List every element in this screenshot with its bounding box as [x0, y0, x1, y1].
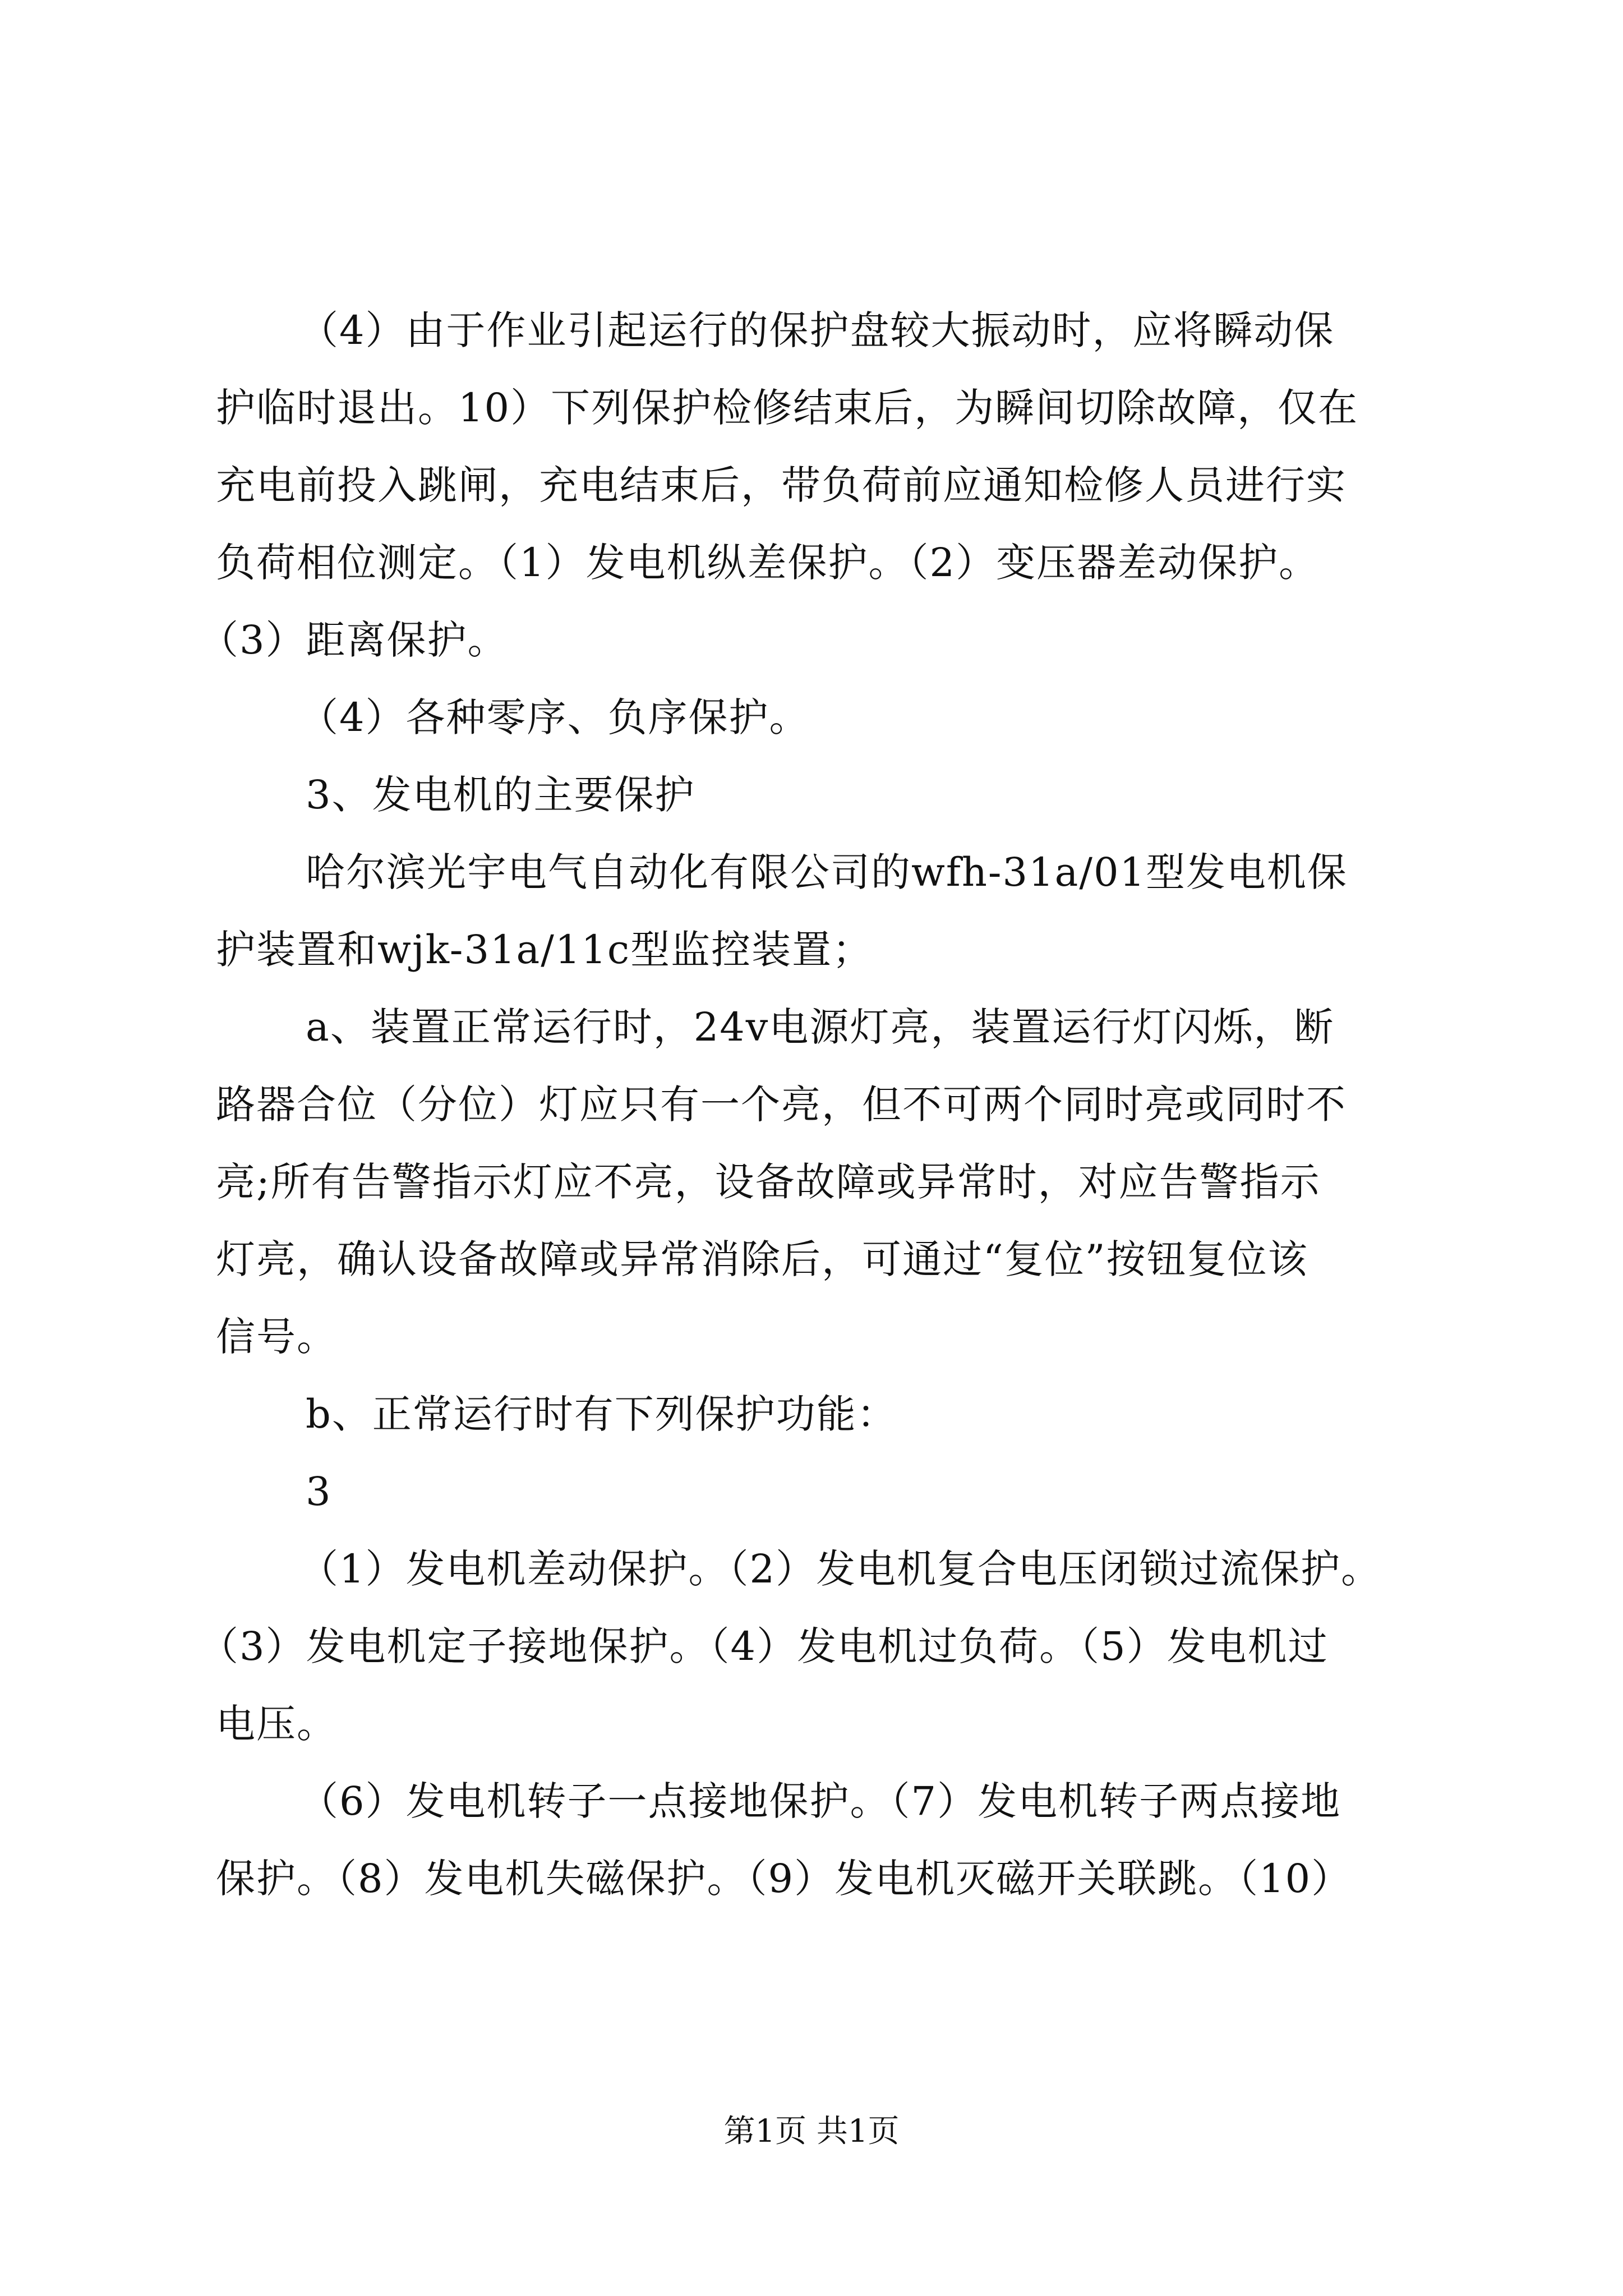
text-line: 哈尔滨光宇电气自动化有限公司的wfh-31a/01型发电机保 [306, 849, 1348, 895]
text-line: （3）发电机定子接地保护。（4）发电机过负荷。（5）发电机过 [199, 1623, 1329, 1669]
text-line: 信号。 [216, 1314, 337, 1360]
text-line: 护临时退出。10）下列保护检修结束后，为瞬间切除故障，仅在 [216, 385, 1359, 431]
text-line: 负荷相位测定。（1）发电机纵差保护。（2）变压器差动保护。 [216, 540, 1320, 586]
text-line: a、装置正常运行时，24v电源灯亮，装置运行灯闪烁，断 [306, 1004, 1335, 1050]
text-line: 亮;所有告警指示灯应不亮，设备故障或异常时，对应告警指示 [216, 1159, 1321, 1205]
page-footer: 第1页 共1页 [723, 2113, 900, 2150]
text-line: （4）各种零序、负序保护。 [299, 694, 810, 740]
text-line: 保护。（8）发电机失磁保护。（9）发电机灭磁开关联跳。（10） [216, 1856, 1352, 1902]
text-line: 灯亮，确认设备故障或异常消除后，可通过“复位”按钮复位该 [216, 1236, 1308, 1282]
text-line: （6）发电机转子一点接地保护。（7）发电机转子两点接地 [299, 1778, 1341, 1824]
text-line: 护装置和wjk-31a/11c型监控装置； [216, 927, 873, 973]
text-line: （4）由于作业引起运行的保护盘较大振动时，应将瞬动保 [299, 307, 1335, 353]
text-line: 路器合位（分位）灯应只有一个亮，但不可两个同时亮或同时不 [216, 1082, 1347, 1128]
text-line: 充电前投入跳闸，充电结束后，带负荷前应通知检修人员进行实 [216, 462, 1347, 508]
text-line: （1）发电机差动保护。（2）发电机复合电压闭锁过流保护。 [299, 1546, 1382, 1592]
document-body [199, 292, 1472, 1917]
text-line: （3）距离保护。 [199, 617, 508, 663]
text-line: 电压。 [216, 1701, 337, 1747]
section-heading: 3、发电机的主要保护 [306, 772, 695, 818]
text-line: b、正常运行时有下列保护功能： [306, 1391, 897, 1437]
page-number-inline: 3 [306, 1469, 332, 1515]
